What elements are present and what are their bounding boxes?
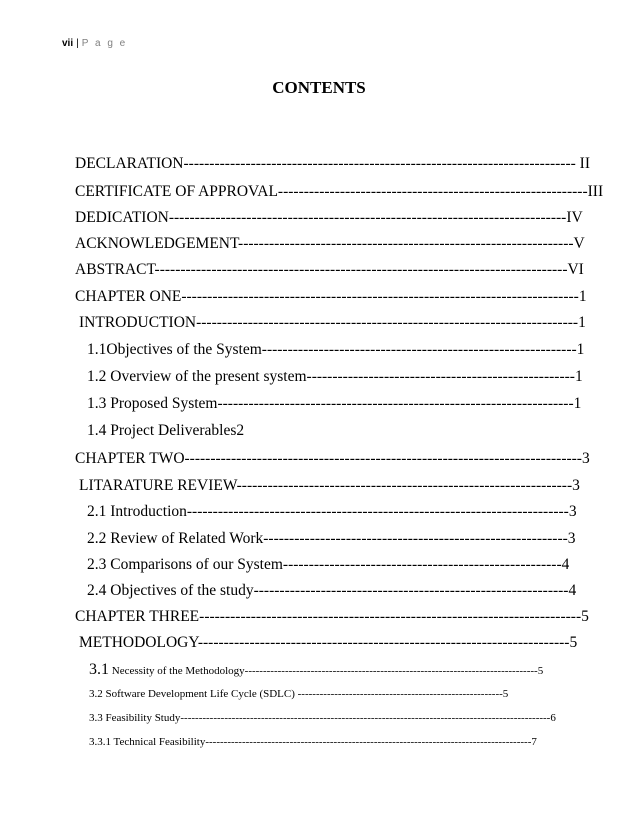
toc-entry-text: 2.2 Review of Related Work <box>87 530 264 547</box>
toc-entry-page: 1 <box>573 395 582 412</box>
toc-entry-page: 5 <box>502 688 509 700</box>
toc-entry-leader: -------------------------------------------------------------------------- <box>196 314 579 331</box>
toc-entry[interactable] <box>87 422 244 440</box>
toc-entry-prefix: 1.1 <box>87 341 107 358</box>
toc-entry-text: 1.4 Project Deliverables2 <box>87 422 245 439</box>
toc-entry[interactable] <box>89 661 543 679</box>
toc-entry-page: VI <box>567 261 584 278</box>
toc-entry-leader: ------------------------------------------------------------- <box>261 341 577 358</box>
toc-entry-text: 2.3 Comparisons of our System <box>87 556 283 573</box>
toc-entry-page: 3 <box>572 477 580 494</box>
toc-entry-leader: ------------------------------------------------------ <box>282 556 562 573</box>
page-word: P a g e <box>81 38 128 49</box>
toc-entry[interactable] <box>75 235 585 253</box>
toc-entry-leader: --------------------------------------------------------------------- <box>217 395 574 412</box>
toc-entry[interactable] <box>89 688 508 700</box>
toc-entry[interactable] <box>89 736 537 748</box>
toc-entry-text: 3.2 Software Development Life Cycle (SDLC) <box>89 688 298 700</box>
toc-entry-prefix: 3.1 <box>89 661 109 678</box>
toc-entry-text: 1.3 Proposed System <box>87 395 218 412</box>
toc-entry-text: DEDICATION <box>75 209 169 226</box>
toc-entry-text: 2.1 Introduction <box>87 503 187 520</box>
toc-entry-text: LITARATURE REVIEW <box>79 477 237 494</box>
toc-entry[interactable] <box>75 608 589 626</box>
toc-entry-leader: ----------------------------------------------------------------------------------------------------- <box>180 712 551 724</box>
toc-entry-leader: ----------------------------------------------------------------------------- <box>168 209 567 226</box>
toc-entry-text: ACKNOWLEDGEMENT <box>75 235 239 252</box>
toc-entry-page: 5 <box>569 634 578 651</box>
toc-entry-leader: -------------------------------------------------------- <box>297 688 503 700</box>
toc-entry-text: CHAPTER THREE <box>75 608 200 625</box>
toc-entry-text: 1.2 Overview of the present system <box>87 368 307 385</box>
toc-entry-text: 3.3 Feasibility Study <box>89 712 181 724</box>
toc-entry[interactable] <box>75 261 584 279</box>
toc-entry-leader: ----------------------------------------------------------------- <box>236 477 573 494</box>
toc-entry[interactable] <box>87 395 581 413</box>
toc-entry-page: III <box>587 183 604 200</box>
header-separator: | <box>76 38 79 49</box>
toc-entry[interactable] <box>79 314 586 332</box>
contents-title: CONTENTS <box>272 78 366 97</box>
toc-entry-text: ABSTRACT <box>75 261 155 278</box>
toc-entry-leader: ----------------------------------------------------------------------------- <box>181 288 579 305</box>
toc-entry-leader: ---------------------------------------------------- <box>306 368 575 385</box>
toc-entry-page: 5 <box>537 665 544 677</box>
toc-entry-text: Objectives of the System <box>106 341 262 358</box>
toc-entry-page: 1 <box>578 288 587 305</box>
toc-entry-text: DECLARATION <box>75 155 184 172</box>
toc-entry-leader: ----------------------------------------------------------------- <box>238 235 574 252</box>
toc-entry[interactable] <box>75 288 587 306</box>
toc-entry-leader: ----------------------------------------------------------------------------------------- <box>205 736 532 748</box>
toc-entry[interactable] <box>89 712 556 724</box>
toc-entry-page: 3 <box>568 503 577 520</box>
toc-entry[interactable] <box>75 155 590 173</box>
toc-entry-page: 7 <box>531 736 537 748</box>
toc-entry-page: 3 <box>567 530 576 547</box>
toc-entry-leader: -------------------------------------------------------------------------------- <box>244 665 538 677</box>
toc-entry-page: 1 <box>576 341 585 358</box>
toc-entry-leader: ---------------------------------------------------------------------------- <box>183 155 580 172</box>
page-number: vii <box>62 38 74 49</box>
toc-entry-page: 1 <box>578 314 586 331</box>
toc-entry-page: 4 <box>561 556 570 573</box>
toc-entry[interactable] <box>75 183 603 201</box>
toc-entry-leader: -------------------------------------------------------------------------- <box>199 608 582 625</box>
toc-entry-page: 6 <box>550 712 556 724</box>
toc-entry[interactable] <box>87 530 576 548</box>
page-header <box>62 38 127 49</box>
toc-entry-leader: ------------------------------------------------------------- <box>253 582 569 599</box>
toc-entry[interactable] <box>79 477 580 495</box>
toc-entry-leader: -------------------------------------------------------------------------------- <box>154 261 568 278</box>
toc-entry-leader: ------------------------------------------------------------------------ <box>197 634 570 651</box>
toc-entry-leader: ----------------------------------------------------------- <box>263 530 568 547</box>
toc-entry-page: 1 <box>574 368 583 385</box>
toc-entry-leader: ------------------------------------------------------------ <box>277 183 588 200</box>
toc-entry[interactable] <box>87 556 569 574</box>
toc-entry-text: INTRODUCTION <box>79 314 197 331</box>
toc-entry-text: Necessity of the Methodology <box>111 665 245 677</box>
toc-entry[interactable] <box>87 503 577 521</box>
toc-entry-page: 3 <box>581 450 590 467</box>
toc-entry-text: CERTIFICATE OF APPROVAL <box>75 183 278 200</box>
toc-entry[interactable] <box>79 634 577 652</box>
toc-entry-text: 2.4 Objectives of the study <box>87 582 254 599</box>
toc-entry-text: 3.3.1 Technical Feasibility <box>89 736 206 748</box>
toc-entry[interactable] <box>75 450 590 468</box>
toc-entry-text: CHAPTER TWO <box>75 450 185 467</box>
toc-entry-text: CHAPTER ONE <box>75 288 182 305</box>
toc-entry-page: IV <box>566 209 583 226</box>
toc-entry-page: 5 <box>581 608 589 625</box>
toc-entry-leader: ----------------------------------------------------------------------------- <box>184 450 582 467</box>
toc-entry-text: METHODOLOGY <box>79 634 198 651</box>
toc-entry[interactable] <box>87 582 576 600</box>
toc-entry[interactable] <box>87 368 583 386</box>
toc-entry-leader: -------------------------------------------------------------------------- <box>186 503 569 520</box>
toc-entry[interactable] <box>87 341 584 359</box>
toc-entry-page: V <box>573 235 585 252</box>
toc-entry-page: 4 <box>568 582 577 599</box>
toc-entry[interactable] <box>75 209 583 227</box>
toc-entry-page: II <box>579 155 590 172</box>
